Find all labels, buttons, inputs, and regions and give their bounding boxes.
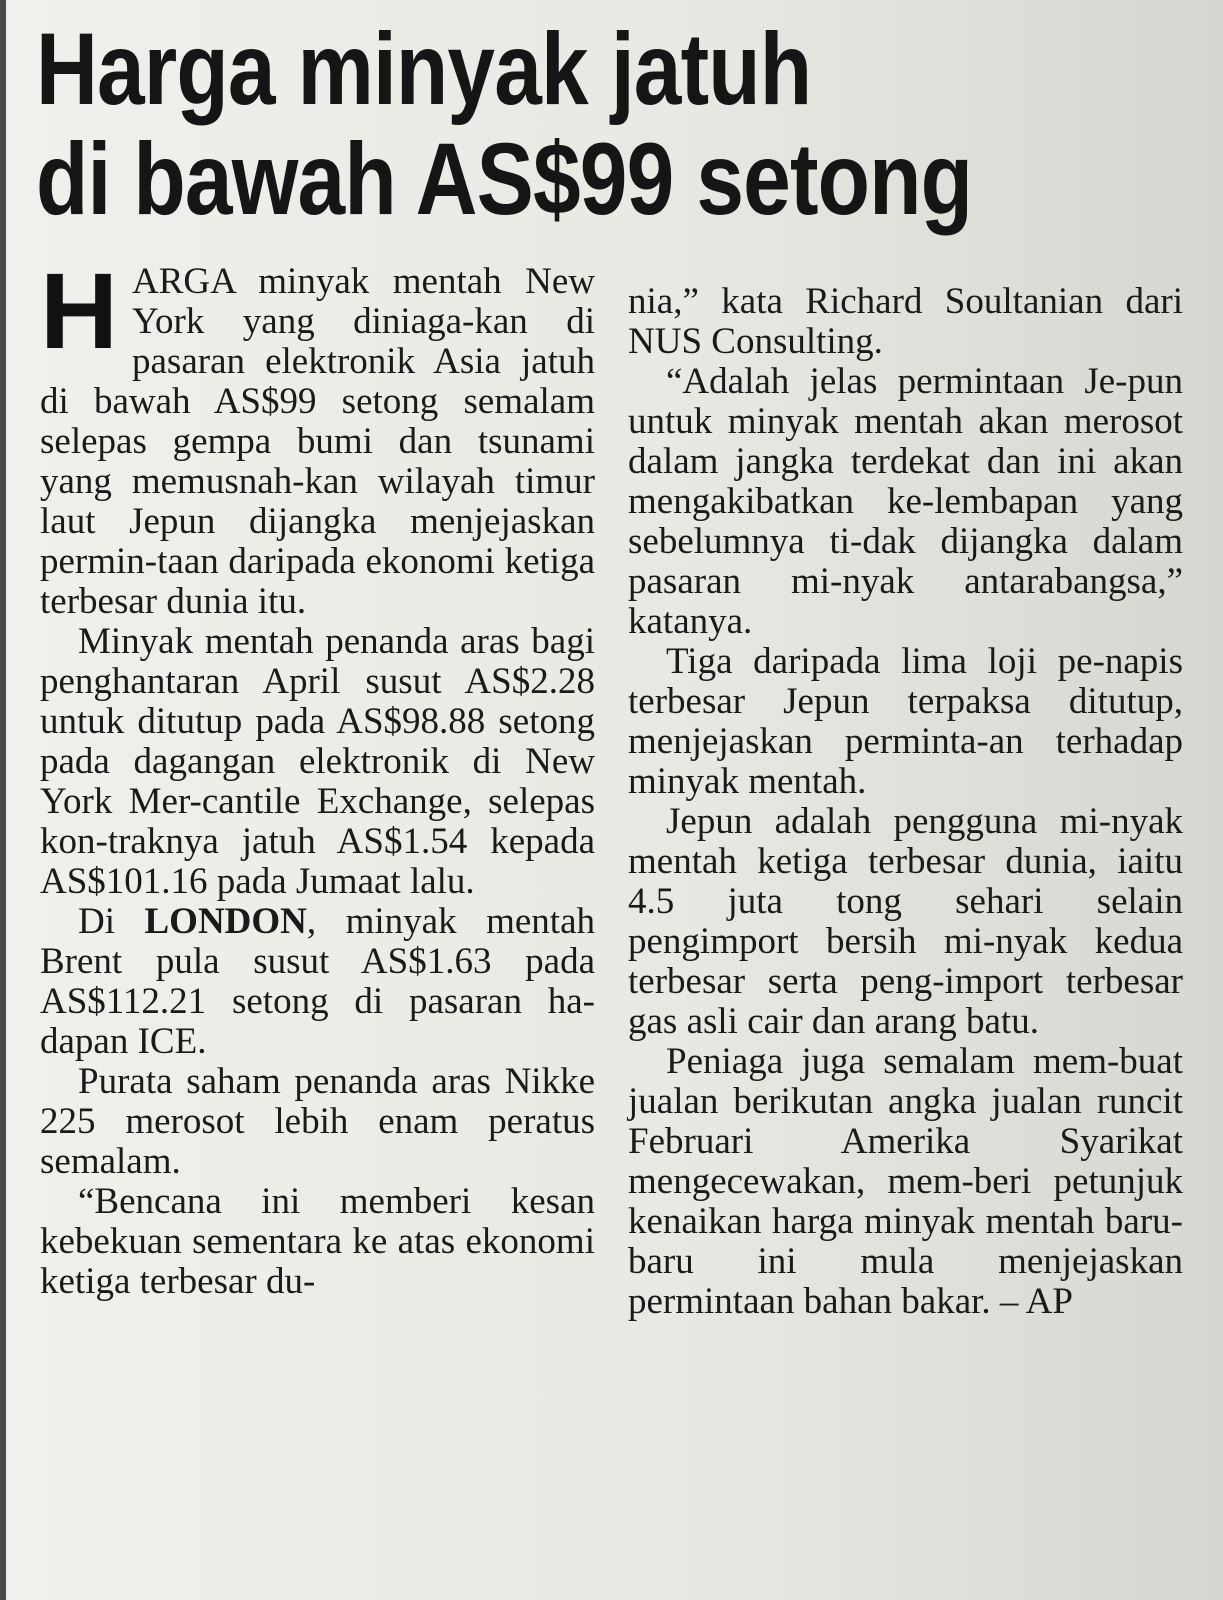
article-column-left bbox=[40, 250, 595, 1302]
paragraph-1 bbox=[40, 250, 595, 622]
paragraph-9: Jepun adalah pengguna mi-nyak mentah ketiga terbesar dunia, iaitu 4.5 juta tong sehari selain pengimport bersih mi-nyak kedua terbesar serta peng-import terbesar gas asli cair dan arang batu. bbox=[628, 801, 1183, 1042]
headline-line-2: di bawah AS$99 setong bbox=[36, 122, 973, 236]
paragraph-10: Peniaga juga semalam mem-buat jualan berikutan angka jualan runcit Februari Amerika Syarikat mengecewakan, mem-beri petunjuk kenaikan harga minyak mentah baru-baru ini mula menjejaskan permintaan bahan bakar. – AP bbox=[628, 1041, 1183, 1322]
article-column-right bbox=[628, 282, 1183, 1322]
paragraph-4: Purata saham penanda aras Nikke 225 merosot lebih enam peratus semalam. bbox=[40, 1061, 595, 1182]
paragraph-3-text: , minyak mentah Brent pula susut AS$1.63 pada AS$112.21 setong di pasaran ha-dapan ICE. bbox=[40, 901, 595, 1062]
headline-line-1: Harga minyak jatuh bbox=[36, 12, 812, 126]
paragraph-8: Tiga daripada lima loji pe-napis terbesar Jepun terpaksa ditutup, menjejaskan perminta-an terhadap minyak mentah. bbox=[628, 641, 1183, 802]
paragraph-3-prefix: Di bbox=[78, 901, 145, 942]
headline bbox=[36, 14, 1027, 234]
paragraph-2: Minyak mentah penanda aras bagi penghantaran April susut AS$2.28 untuk ditutup pada AS$98.88 setong pada dagangan elektronik di New York Mer-cantile Exchange, selepas kon-traknya jatuh AS$1.54 kepada AS$101.16 pada Jumaat lalu. bbox=[40, 621, 595, 902]
paragraph-6: nia,” kata Richard Soultanian dari NUS Consulting. bbox=[628, 281, 1183, 362]
paragraph-5: “Bencana ini memberi kesan kebekuan sementara ke atas ekonomi ketiga terbesar du- bbox=[40, 1181, 595, 1302]
paragraph-7: “Adalah jelas permintaan Je-pun untuk minyak mentah akan merosot dalam jangka terdekat dan ini akan mengakibatkan ke-lembapan yang sebelumnya ti-dak dijangka dalam pasaran mi-nyak antarabangsa,” katanya. bbox=[628, 361, 1183, 642]
paragraph-3 bbox=[40, 902, 595, 1062]
paragraph-1-text: ARGA minyak mentah New York yang diniaga-kan di pasaran elektronik Asia jatuh di bawah AS$99 setong semalam selepas gempa bumi dan tsunami yang memusnah-kan wilayah timur laut Jepun dijangka menjejaskan permin-taan daripada ekonomi ketiga terbesar dunia itu. bbox=[40, 261, 595, 622]
drop-cap: H bbox=[40, 250, 118, 371]
dateline-london: LONDON bbox=[144, 901, 307, 942]
